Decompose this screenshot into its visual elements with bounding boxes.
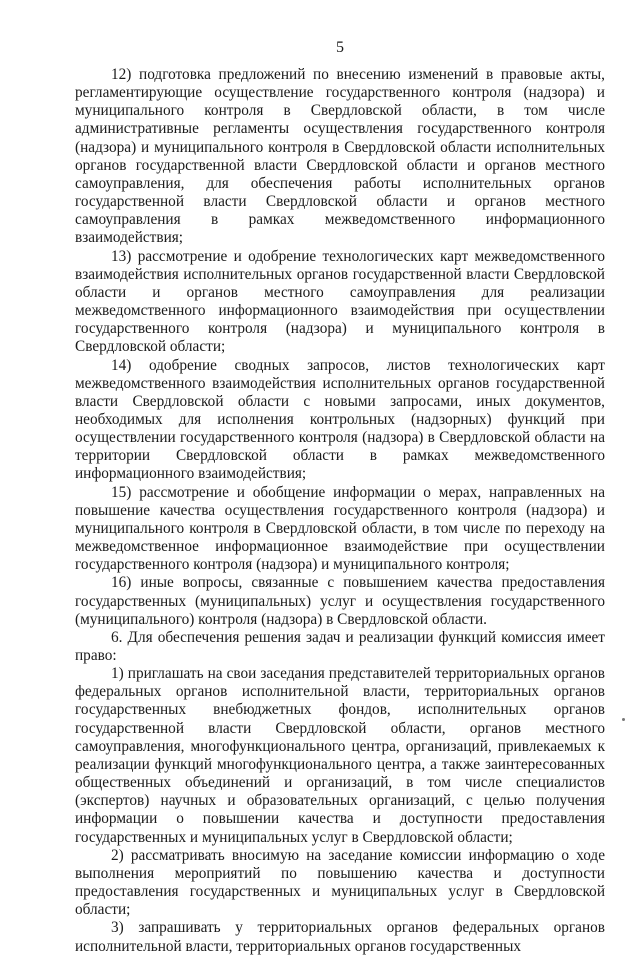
scan-dot-mark bbox=[622, 718, 625, 721]
paragraph-item-14: 14) одобрение сводных запросов, листов технологических карт межведомственного взаимодействия исполнительных органов государственной власти Свердловской области с новыми запросами, иных документов, необходимых для исполнения контрольных (надзорных) функций при осуществлении государственного контроля (надзора) в Свердловской области на территории Свердловской области в рамках межведомственного информационного взаимодействия; bbox=[75, 356, 605, 483]
document-body bbox=[75, 66, 605, 956]
paragraph-item-15: 15) рассмотрение и обобщение информации о мерах, направленных на повышение качества осуществления государственного контроля (надзора) и муниципального контроля в Свердловской области, в том числе по переходу на межведомственное информационное взаимодействие при осуществлении государственного контроля (надзора) и муниципального контроля; bbox=[75, 483, 605, 574]
paragraph-right-2: 2) рассматривать вносимую на заседание комиссии информацию о ходе выполнения мероприятий по повышению качества и доступности предоставления государственных и муниципальных услуг в Свердловской области; bbox=[75, 846, 605, 919]
document-page bbox=[75, 38, 605, 956]
paragraph-item-16: 16) иные вопросы, связанные с повышением качества предоставления государственных (муниципальных) услуг и осуществления государственного (муниципального) контроля (надзора) в Свердловской области. bbox=[75, 574, 605, 628]
paragraph-right-1: 1) приглашать на свои заседания представителей территориальных органов федеральных органов исполнительной власти, территориальных органов государственных внебюджетных фондов, исполнительных органов государственной власти Свердловской области, органов местного самоуправления, многофункционального центра, организаций, привлекаемых к реализации функций многофункционального центра, а также заинтересованных общественных объединений и организаций, в том числе специалистов (экспертов) научных и образовательных организаций, с целью получения информации о повышении качества и доступности предоставления государственных и муниципальных услуг в Свердловской области; bbox=[75, 665, 605, 846]
paragraph-item-12: 12) подготовка предложений по внесению изменений в правовые акты, регламентирующие осуществление государственного контроля (надзора) и муниципального контроля в Свердловской области, в том числе административные регламенты осуществления государственного контроля (надзора) и муниципального контроля в Свердловской области исполнительных органов государственной власти Свердловской области и органов местного самоуправления, для обеспечения работы исполнительных органов государственной власти Свердловской области и органов местного самоуправления в рамках межведомственного информационного взаимодействия; bbox=[75, 66, 605, 247]
page-number: 5 bbox=[336, 39, 344, 56]
paragraph-right-3: 3) запрашивать у территориальных органов федеральных органов исполнительной власти, территориальных органов государственных bbox=[75, 919, 605, 955]
paragraph-item-13: 13) рассмотрение и одобрение технологических карт межведомственного взаимодействия исполнительных органов государственной власти Свердловской области и органов местного самоуправления для реализации межведомственного информационного взаимодействия при осуществлении государственного контроля (надзора) и муниципального контроля в Свердловской области; bbox=[75, 247, 605, 356]
paragraph-section-6: 6. Для обеспечения решения задач и реализации функций комиссия имеет право: bbox=[75, 628, 605, 664]
